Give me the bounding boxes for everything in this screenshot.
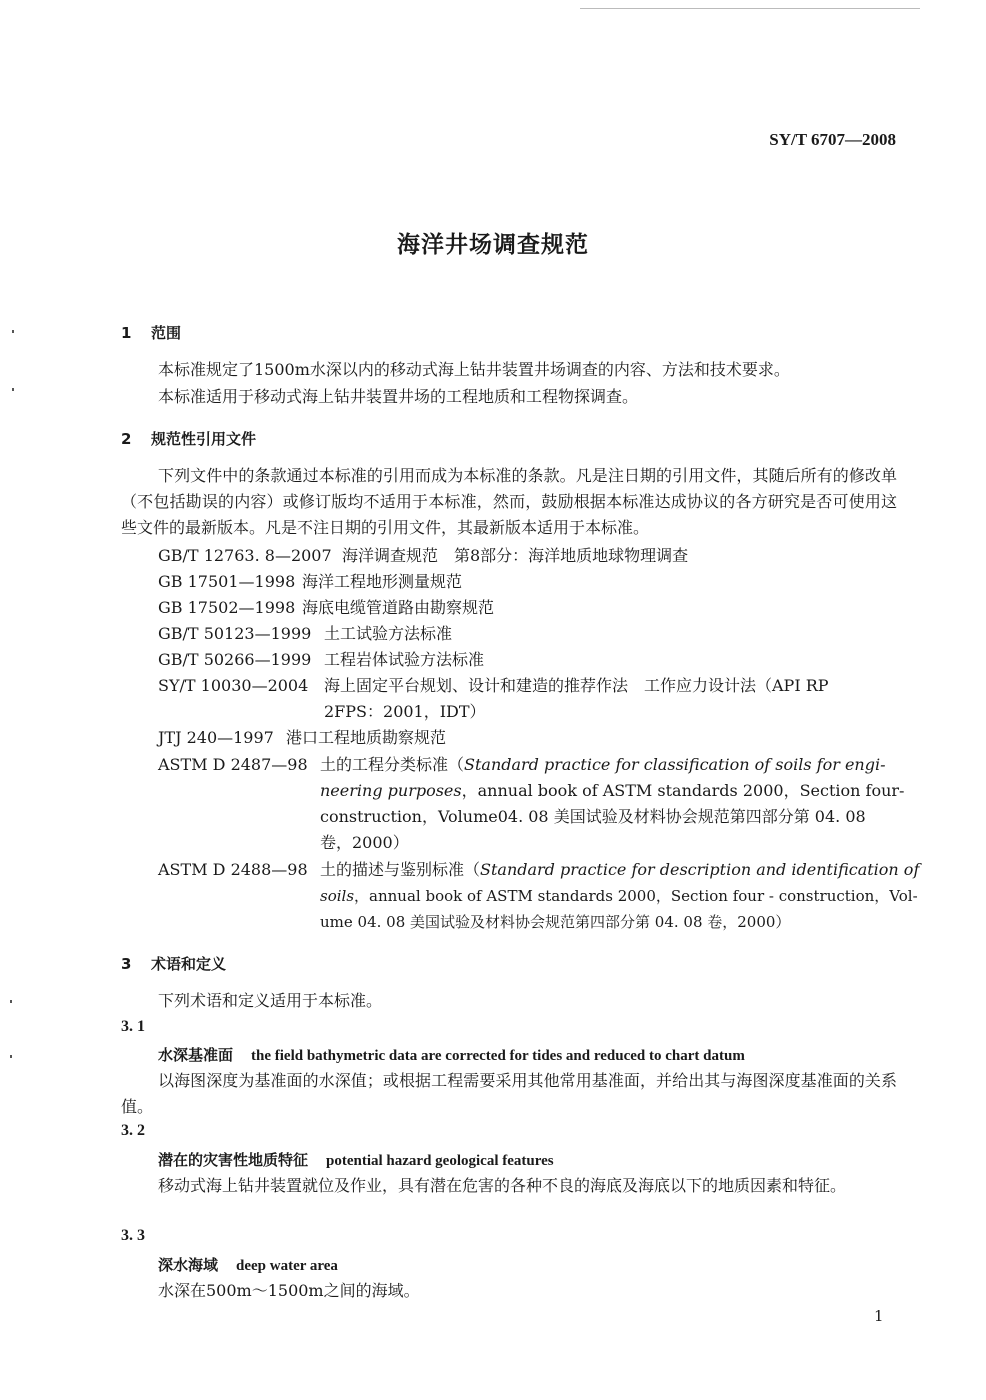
section-2-heading bbox=[121, 428, 256, 449]
section-title: 术语和定义 bbox=[151, 955, 227, 973]
term-number: 3. 3 bbox=[121, 1227, 145, 1244]
scan-speck bbox=[12, 388, 14, 391]
section-number: 2 bbox=[121, 430, 132, 448]
reference-code: GB 17501—1998 bbox=[158, 572, 296, 591]
reference-item bbox=[158, 543, 688, 569]
reference-item bbox=[158, 621, 452, 647]
reference-title-en: Standard practice for classification of soils for engi- bbox=[464, 755, 886, 774]
term-number: 3. 1 bbox=[121, 1018, 145, 1035]
reference-item bbox=[158, 673, 829, 699]
reference-title: 港口工程地质勘察规范 bbox=[286, 728, 447, 747]
page-number: 1 bbox=[874, 1307, 884, 1325]
term-definition: 移动式海上钻井装置就位及作业，具有潜在危害的各种不良的海底及海底以下的地质因素和特征。 bbox=[158, 1176, 847, 1195]
section-3-heading bbox=[121, 953, 226, 974]
section-number: 1 bbox=[121, 324, 132, 342]
reference-code: GB/T 50266—1999 bbox=[158, 650, 312, 669]
reference-title-zh: 土的描述与鉴别标准（ bbox=[320, 860, 481, 879]
reference-title: 海底电缆管道路由勘察规范 bbox=[302, 598, 495, 617]
reference-title-en: Standard practice for description and identification of bbox=[480, 860, 920, 879]
reference-title: 海上固定平台规划、设计和建造的推荐作法 工作应力设计法（API RP bbox=[324, 676, 829, 695]
section-title: 范围 bbox=[151, 324, 182, 342]
term-zh: 水深基准面 bbox=[158, 1046, 234, 1064]
top-rule bbox=[580, 8, 920, 9]
reference-line: ume 04. 08 美国试验及材料协会规范第四部分第 04. 08 卷，2000） bbox=[320, 913, 791, 931]
reference-code: GB/T 50123—1999 bbox=[158, 624, 312, 643]
term-zh: 潜在的灾害性地质特征 bbox=[158, 1151, 309, 1169]
term-zh: 深水海域 bbox=[158, 1256, 219, 1274]
reference-line: construction，Volume04. 08 美国试验及材料协会规范第四部分第 04. 08 bbox=[320, 807, 866, 826]
document-title: 海洋井场调查规范 bbox=[397, 232, 589, 258]
paragraph: 本标准适用于移动式海上钻井装置井场的工程地质和工程物探调查。 bbox=[158, 387, 639, 406]
scan-speck bbox=[10, 1000, 12, 1003]
term-en: the field bathymetric data are corrected for tides and reduced to chart datum bbox=[251, 1048, 745, 1064]
scan-speck bbox=[12, 330, 14, 333]
term-definition: 以海图深度为基准面的水深值；或根据工程需要采用其他常用基准面，并给出其与海图深度基准面的关系值。 bbox=[121, 1071, 897, 1116]
standard-code: SY/T 6707—2008 bbox=[769, 130, 896, 149]
reference-title-zh: 土的工程分类标准（ bbox=[320, 755, 465, 774]
reference-code: GB 17502—1998 bbox=[158, 598, 296, 617]
terms-intro: 下列术语和定义适用于本标准。 bbox=[158, 991, 383, 1010]
reference-continuation: 2FPS：2001，IDT） bbox=[324, 702, 486, 721]
reference-code: ASTM D 2487—98 bbox=[158, 755, 308, 774]
reference-title bbox=[320, 752, 886, 778]
term-en: deep water area bbox=[236, 1258, 338, 1274]
reference-detail: ，annual book of ASTM standards 2000，Section four - construction，Vol- bbox=[354, 887, 918, 905]
reference-line bbox=[320, 778, 904, 804]
term-heading bbox=[158, 1254, 338, 1275]
references-intro: 下列文件中的条款通过本标准的引用而成为本标准的条款。凡是注日期的引用文件，其随后所有的修改单（不包括勘误的内容）或修订版均不适用于本标准，然而，鼓励根据本标准达成协议的各方研究是否可使用这些文件的最新版本。凡是不注日期的引用文件，其最新版本适用于本标准。 bbox=[121, 466, 897, 537]
section-number: 3 bbox=[121, 955, 132, 973]
scan-speck bbox=[10, 1055, 12, 1058]
term-definition: 水深在500m～1500m之间的海域。 bbox=[158, 1281, 420, 1300]
reference-code: SY/T 10030—2004 bbox=[158, 676, 309, 695]
reference-title: 海洋调查规范 第8部分：海洋地质地球物理调查 bbox=[342, 546, 689, 565]
reference-line bbox=[320, 883, 918, 909]
reference-code: GB/T 12763. 8—2007 bbox=[158, 546, 332, 565]
paragraph: 本标准规定了1500m水深以内的移动式海上钻井装置井场调查的内容、方法和技术要求。 bbox=[158, 360, 790, 379]
reference-title: 工程岩体试验方法标准 bbox=[324, 650, 485, 669]
section-title: 规范性引用文件 bbox=[151, 430, 257, 448]
reference-title: 海洋工程地形测量规范 bbox=[302, 572, 463, 591]
reference-title-en: neering purposes bbox=[320, 781, 462, 800]
reference-title bbox=[320, 857, 919, 883]
reference-item bbox=[158, 569, 462, 595]
reference-code: JTJ 240—1997 bbox=[158, 728, 274, 747]
reference-item bbox=[158, 595, 494, 621]
reference-code: ASTM D 2488—98 bbox=[158, 860, 308, 879]
reference-title-en: soils bbox=[320, 887, 355, 905]
term-number: 3. 2 bbox=[121, 1122, 145, 1139]
reference-item bbox=[158, 725, 446, 751]
term-en: potential hazard geological features bbox=[326, 1153, 554, 1169]
reference-item bbox=[158, 647, 484, 673]
term-heading bbox=[158, 1149, 554, 1170]
reference-detail: ，annual book of ASTM standards 2000，Section four- bbox=[461, 781, 905, 800]
section-1-heading bbox=[121, 322, 181, 343]
reference-line: 卷，2000） bbox=[320, 833, 409, 852]
reference-title: 土工试验方法标准 bbox=[324, 624, 453, 643]
term-heading bbox=[158, 1044, 745, 1065]
